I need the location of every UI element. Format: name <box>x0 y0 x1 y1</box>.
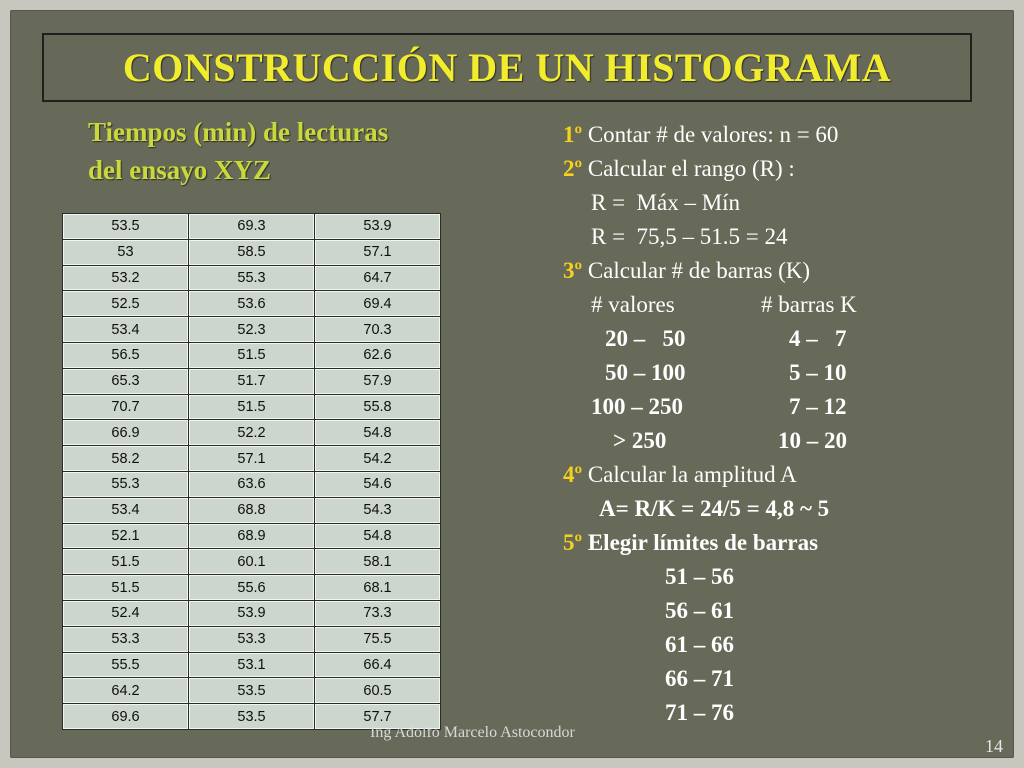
table-cell: 55.3 <box>189 265 315 291</box>
bar-limit <box>563 628 983 662</box>
table-cell: 68.1 <box>315 575 441 601</box>
table-row <box>63 446 441 472</box>
table-row <box>63 265 441 291</box>
table-cell: 58.5 <box>189 239 315 265</box>
header-values: # valores <box>591 292 675 317</box>
step-2-number: 2º <box>563 156 583 181</box>
caption-line-2: del ensayo XYZ <box>88 155 272 185</box>
table-cell: 60.1 <box>189 549 315 575</box>
bar-limit <box>563 560 983 594</box>
range-bars: 10 – 20 <box>778 428 847 453</box>
table-row <box>63 368 441 394</box>
amplitude-text: A= R/K = 24/5 = 4,8 ~ 5 <box>599 496 830 521</box>
step-3 <box>563 254 983 288</box>
amplitude <box>563 492 983 526</box>
table-row <box>63 575 441 601</box>
table-cell: 65.3 <box>63 368 189 394</box>
table-cell: 58.2 <box>63 446 189 472</box>
table-cell: 53.3 <box>63 626 189 652</box>
table-cell: 70.7 <box>63 394 189 420</box>
table-row <box>63 652 441 678</box>
table-cell: 52.2 <box>189 420 315 446</box>
table-cell: 62.6 <box>315 342 441 368</box>
table-cell: 64.7 <box>315 265 441 291</box>
table-row <box>63 497 441 523</box>
table-row <box>63 394 441 420</box>
table-cell: 53.9 <box>189 600 315 626</box>
table-cell: 73.3 <box>315 600 441 626</box>
table-row <box>63 523 441 549</box>
table-cell: 51.5 <box>63 549 189 575</box>
table-cell: 60.5 <box>315 678 441 704</box>
table-cell: 68.9 <box>189 523 315 549</box>
step-5-number: 5º <box>563 530 583 555</box>
table-cell: 53.9 <box>315 214 441 240</box>
table-row <box>63 600 441 626</box>
table-cell: 52.4 <box>63 600 189 626</box>
table-cell: 53.3 <box>189 626 315 652</box>
table-cell: 51.7 <box>189 368 315 394</box>
range-result <box>563 220 983 254</box>
table-cell: 53 <box>63 239 189 265</box>
table-cell: 54.6 <box>315 471 441 497</box>
table-cell: 53.6 <box>189 291 315 317</box>
table-cell: 53.2 <box>63 265 189 291</box>
table-row <box>63 471 441 497</box>
step-3-number: 3º <box>563 258 583 283</box>
range-values: 20 – 50 <box>605 326 686 351</box>
table-cell: 69.4 <box>315 291 441 317</box>
range-result-text: R = 75,5 – 51.5 = 24 <box>591 224 788 249</box>
bar-limit <box>563 662 983 696</box>
table-row <box>63 420 441 446</box>
table-cell: 53.1 <box>189 652 315 678</box>
table-cell: 57.1 <box>189 446 315 472</box>
step-4-number: 4º <box>563 462 583 487</box>
table-cell: 58.1 <box>315 549 441 575</box>
bar-limit <box>563 594 983 628</box>
step-2-text: Calcular el rango (R) : <box>582 156 795 181</box>
range-bars: 7 – 12 <box>789 394 847 419</box>
table-cell: 68.8 <box>189 497 315 523</box>
table-cell: 57.1 <box>315 239 441 265</box>
range-formula-text: R = Máx – Mín <box>591 190 741 215</box>
page-number: 14 <box>985 736 1003 756</box>
bar-limit-text: 51 – 56 <box>665 564 734 589</box>
table-cell: 53.5 <box>63 214 189 240</box>
step-1-number: 1º <box>563 122 583 147</box>
table-cell: 55.6 <box>189 575 315 601</box>
table-caption <box>88 113 488 189</box>
bar-limit <box>563 696 983 730</box>
table-cell: 52.3 <box>189 317 315 343</box>
step-4-text: Calcular la amplitud A <box>582 462 797 487</box>
footer-author: Ing Adolfo Marcelo Astocondor <box>370 724 575 741</box>
table-cell: 54.2 <box>315 446 441 472</box>
step-1-text: Contar # de valores: n = 60 <box>582 122 839 147</box>
range-bars: 5 – 10 <box>789 360 847 385</box>
procedure-steps <box>563 118 983 730</box>
range-bars: 4 – 7 <box>789 326 847 351</box>
header-bars: # barras K <box>761 292 857 317</box>
table-cell: 55.3 <box>63 471 189 497</box>
range-values: 50 – 100 <box>605 360 686 385</box>
range-values: > 250 <box>613 428 667 453</box>
readings-table <box>62 213 441 730</box>
title-box <box>42 33 972 102</box>
table-cell: 52.1 <box>63 523 189 549</box>
table-cell: 55.8 <box>315 394 441 420</box>
table-row <box>63 291 441 317</box>
range-row <box>563 356 983 390</box>
table-cell: 52.5 <box>63 291 189 317</box>
table-cell: 69.3 <box>189 214 315 240</box>
step-5 <box>563 526 983 560</box>
table-cell: 66.4 <box>315 652 441 678</box>
table-cell: 70.3 <box>315 317 441 343</box>
bar-limit-text: 61 – 66 <box>665 632 734 657</box>
table-cell: 63.6 <box>189 471 315 497</box>
bar-limit-text: 56 – 61 <box>665 598 734 623</box>
table-cell: 54.8 <box>315 420 441 446</box>
range-formula <box>563 186 983 220</box>
table-row <box>63 342 441 368</box>
range-row <box>563 424 983 458</box>
table-row <box>63 317 441 343</box>
range-row <box>563 322 983 356</box>
table-cell: 53.4 <box>63 497 189 523</box>
caption-line-1: Tiempos (min) de lecturas <box>88 117 389 147</box>
table-cell: 75.5 <box>315 626 441 652</box>
step-5-text: Elegir límites de barras <box>582 530 819 555</box>
table-cell: 54.3 <box>315 497 441 523</box>
table-row <box>63 626 441 652</box>
table-cell: 69.6 <box>63 704 189 730</box>
table-row <box>63 678 441 704</box>
table-cell: 55.5 <box>63 652 189 678</box>
step-2 <box>563 152 983 186</box>
bar-limit-text: 71 – 76 <box>665 700 734 725</box>
table-cell: 53.5 <box>189 678 315 704</box>
table-cell: 54.8 <box>315 523 441 549</box>
table-cell: 57.7 <box>315 704 441 730</box>
step-1 <box>563 118 983 152</box>
range-values: 100 – 250 <box>591 394 683 419</box>
slide-title: CONSTRUCCIÓN DE UN HISTOGRAMA <box>122 45 892 90</box>
table-cell: 64.2 <box>63 678 189 704</box>
table-row <box>63 549 441 575</box>
table-cell: 51.5 <box>189 394 315 420</box>
bar-limit-text: 66 – 71 <box>665 666 734 691</box>
table-row <box>63 214 441 240</box>
step-3-text: Calcular # de barras (K) <box>582 258 811 283</box>
step-4 <box>563 458 983 492</box>
table-cell: 53.5 <box>189 704 315 730</box>
table-cell: 51.5 <box>63 575 189 601</box>
range-row <box>563 390 983 424</box>
table-cell: 56.5 <box>63 342 189 368</box>
table-row <box>63 239 441 265</box>
table-cell: 66.9 <box>63 420 189 446</box>
table-cell: 57.9 <box>315 368 441 394</box>
table-cell: 51.5 <box>189 342 315 368</box>
bars-header <box>563 288 983 322</box>
table-cell: 53.4 <box>63 317 189 343</box>
